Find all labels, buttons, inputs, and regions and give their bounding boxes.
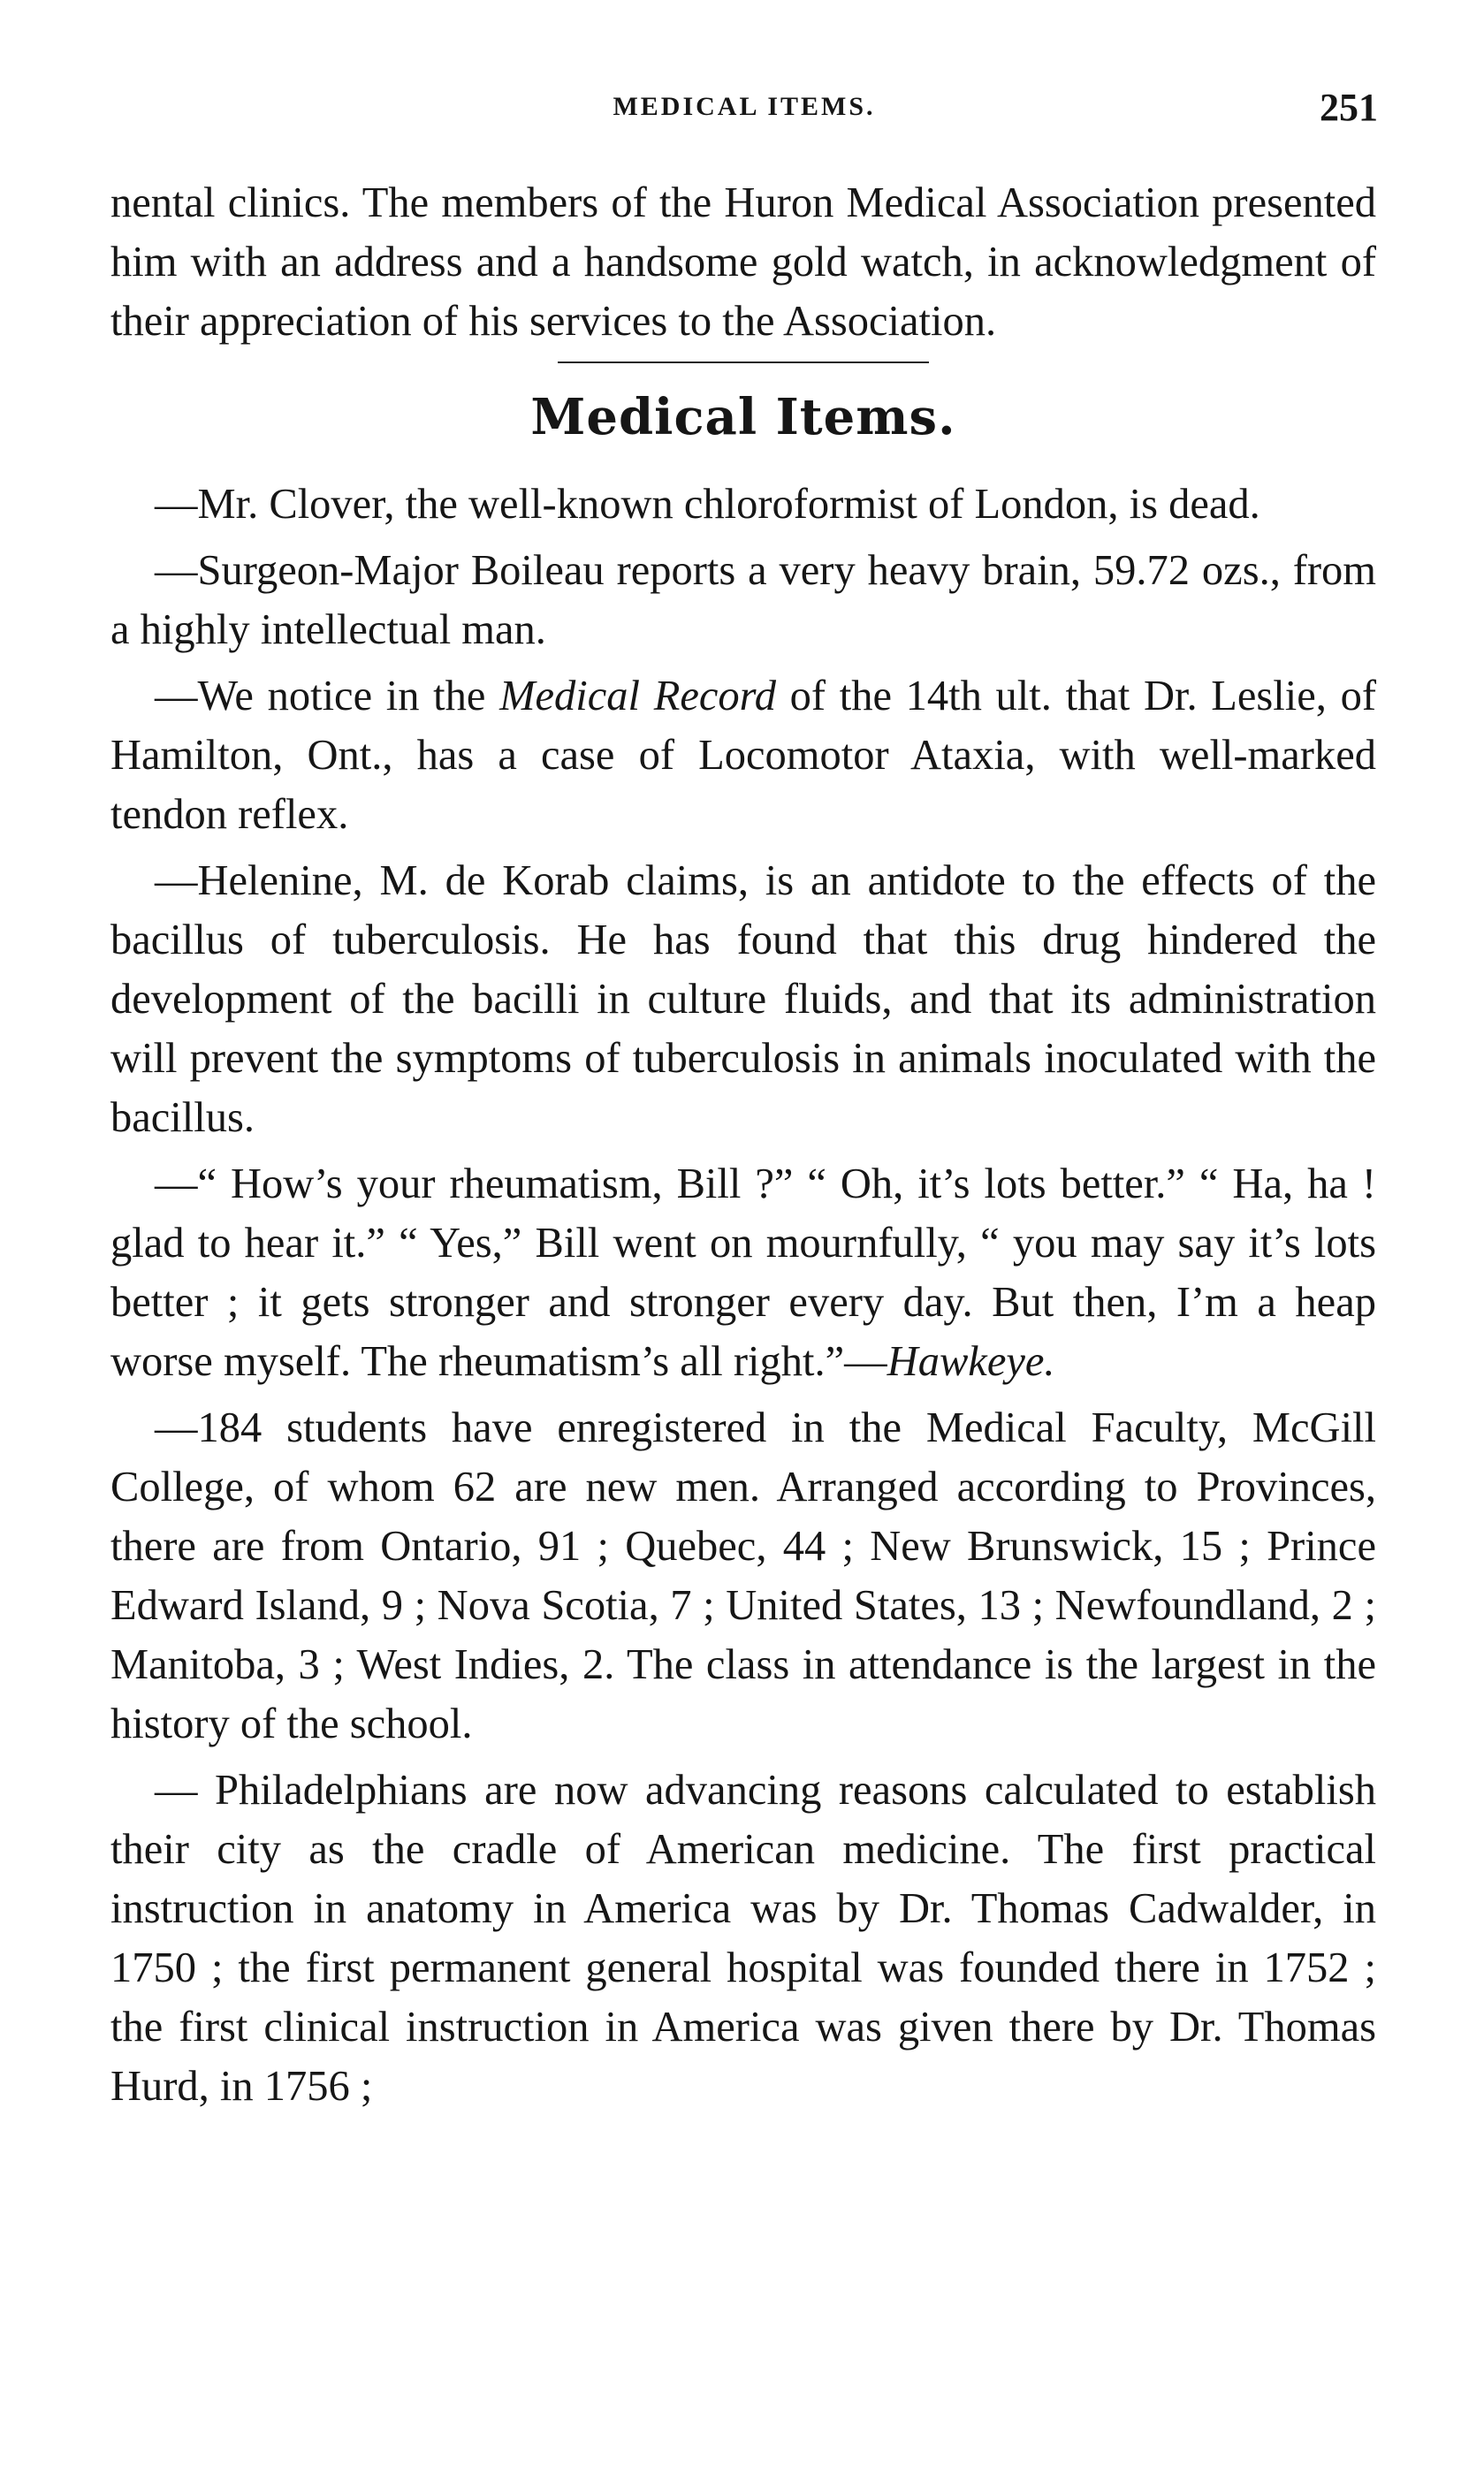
- page-body: [110, 173, 1376, 2116]
- item-text: of the 14th ult. that Dr. Leslie, of Hamilton, Ont., has a case of Locomotor Ataxia, with well-marked tendon reflex.: [110, 673, 1376, 838]
- item-paragraph: —Helenine, M. de Korab claims, is an antidote to the effects of the bacillus of tuberculosis. He has found that this drug hindered the development of the bacilli in culture fluids, and that its administration will prevent the symptoms of tuberculosis in animals inoculated with the bacillus.: [110, 857, 1376, 1141]
- section-heading: Medical Items.: [530, 388, 956, 446]
- item-paragraph: —Surgeon-Major Boileau reports a very heavy brain, 59.72 ozs., from a highly intellectual man.: [110, 547, 1376, 653]
- item-paragraph: —184 students have enregistered in the Medical Faculty, McGill College, of whom 62 are new men. Arranged according to Provinces, there are from Ontario, 91 ; Quebec, 44 ; New Brunswick, 15 ; Prince Edward Island, 9 ; Nova Scotia, 7 ; United States, 13 ; Newfoundland, 2 ; Manitoba, 3 ; West Indies, 2. The class in attendance is the largest in the history of the school.: [110, 1404, 1376, 1747]
- journal-title: Medical Record: [499, 673, 776, 719]
- quote-source: Hawkeye.: [887, 1338, 1055, 1385]
- item-text: —“ How’s your rheumatism, Bill ?” “ Oh, it’s lots better.” “ Ha, ha ! glad to hear it.” “ Yes,” Bill went on mournfully, “ you may say it’s lots better ; it gets stronger and stronger every day. But then, I’m a heap worse myself. The rheumatism’s all right.”—: [110, 1160, 1376, 1385]
- section-divider: [558, 361, 929, 363]
- item-paragraph: [110, 1154, 1376, 1391]
- item-paragraph: [110, 666, 1376, 844]
- continuation-paragraph: nental clinics. The members of the Huron Medical Association presented him with an address and a handsome gold watch, in acknowledgment of their appreciation of his services to the Association.: [110, 179, 1376, 345]
- item-paragraph: —Mr. Clover, the well-known chloroformist of London, is dead.: [155, 481, 1260, 528]
- running-head: [110, 85, 1378, 138]
- item-text: —We notice in the: [155, 673, 500, 719]
- page-number: 251: [1320, 86, 1378, 129]
- running-title: MEDICAL ITEMS.: [613, 92, 876, 121]
- item-paragraph: — Philadelphians are now advancing reasons calculated to establish their city as the cradle of American medicine. The first practical instruction in anatomy in America was by Dr. Thomas Cadwalder, in 1750 ; the first permanent general hospital was founded there in 1752 ; the first clinical instruction in America was given there by Dr. Thomas Hurd, in 1756 ;: [110, 1767, 1376, 2110]
